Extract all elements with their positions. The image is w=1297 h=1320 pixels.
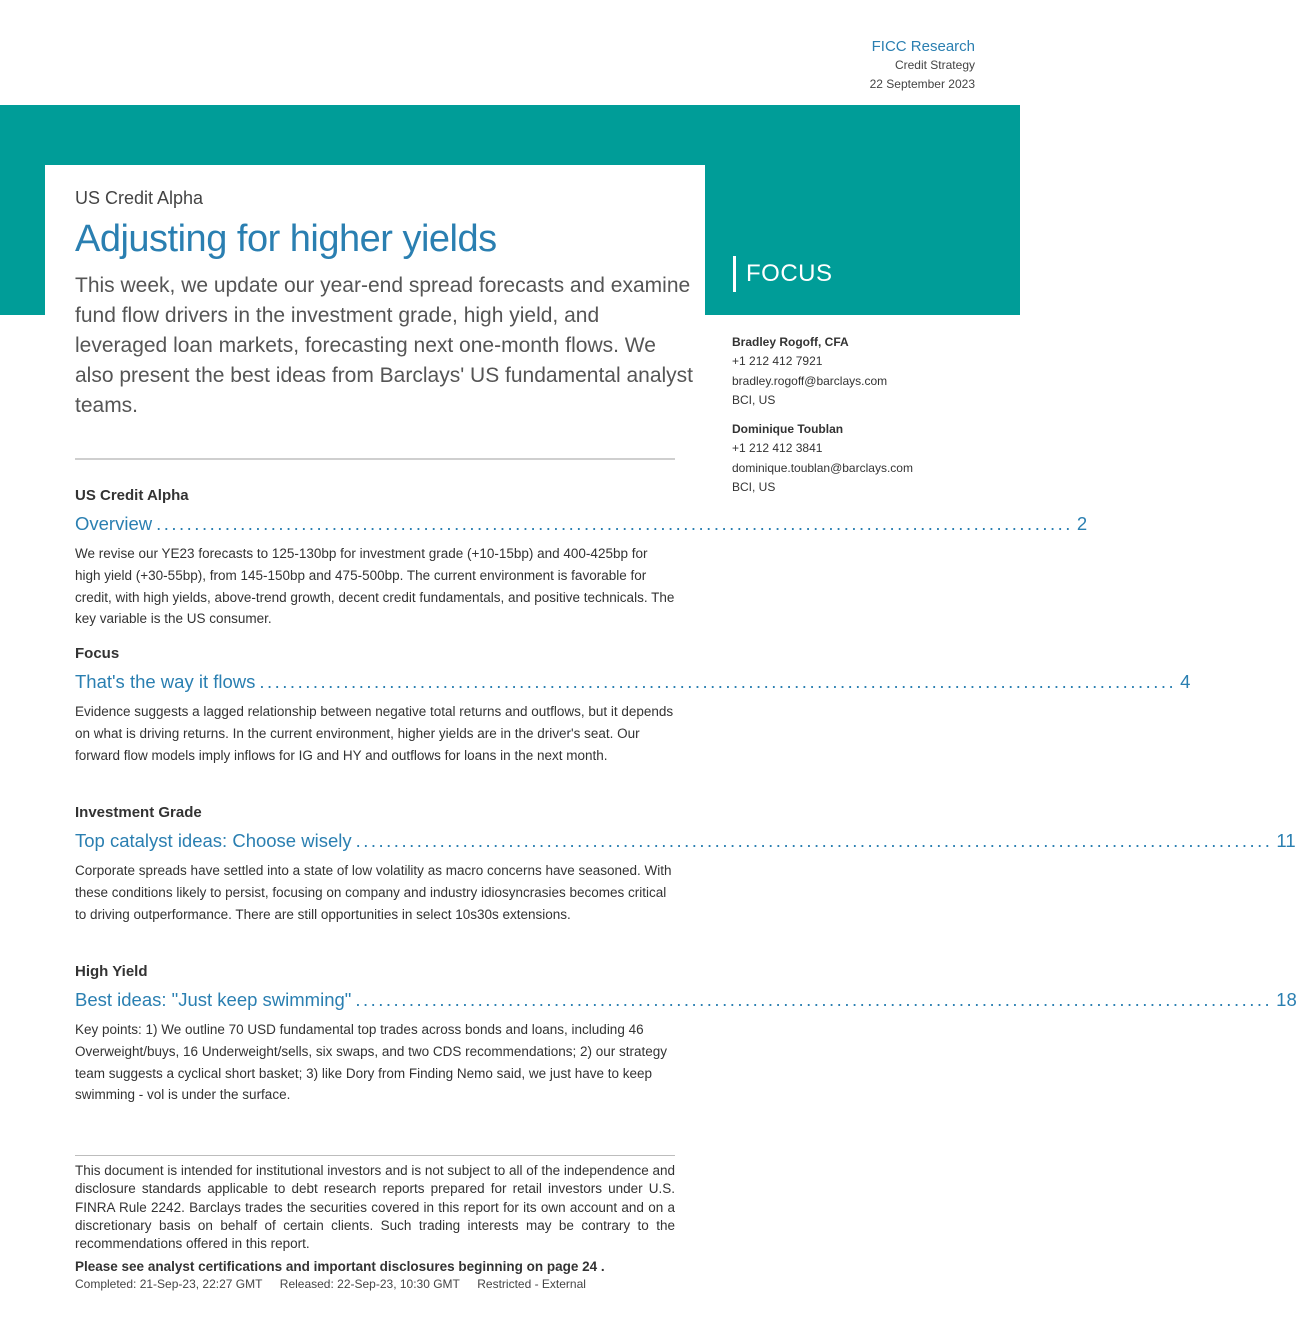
author-name: Dominique Toublan — [732, 422, 844, 437]
toc-leader: ........................................................................................................................ — [355, 989, 1273, 1010]
toc-link[interactable] — [75, 828, 1296, 854]
authors-block — [732, 333, 913, 497]
focus-badge: FOCUS — [733, 256, 833, 292]
section-summary: We revise our YE23 forecasts to 125-130bp for investment grade (+10-15bp) and 400-425bp for high yield (+30-55bp), from 145-150bp and 475-500bp. The current environment is favorable for credit, with high yields, above-trend growth, decent credit fundamentals, and positive technicals. The key variable is the US consumer. — [75, 546, 675, 627]
report-header — [870, 38, 975, 94]
section-label: High Yield — [75, 963, 148, 980]
toc-link[interactable] — [75, 987, 1297, 1013]
author-phone: +1 212 412 3841 — [732, 441, 823, 456]
department-label: FICC Research — [871, 38, 975, 55]
report-title: Adjusting for higher yields — [75, 218, 497, 260]
contents-entry — [75, 962, 1297, 1106]
toc-page-number[interactable]: 2 — [1076, 513, 1088, 534]
toc-page-number[interactable]: 18 — [1276, 989, 1297, 1010]
section-summary: Evidence suggests a lagged relationship between negative total returns and outflows, but it depends on what is driving returns. In the current environment, higher yields are in the driver's seat. Our forward flow models imply inflows for IG and HY and outflows for loans in the next month. — [75, 704, 674, 763]
report-date: 22 September 2023 — [869, 77, 975, 91]
author-email[interactable]: dominique.toublan@barclays.com — [732, 460, 913, 475]
contents-entry — [75, 803, 1296, 925]
contents-entry — [75, 644, 1191, 766]
toc-link[interactable] — [75, 669, 1191, 695]
author-entity: BCI, US — [732, 392, 776, 407]
toc-heading[interactable]: Overview — [75, 513, 153, 534]
author-phone: +1 212 412 7921 — [732, 354, 823, 369]
author-email[interactable]: bradley.rogoff@barclays.com — [732, 373, 888, 388]
toc-page-number[interactable]: 4 — [1180, 671, 1191, 692]
publication-meta — [75, 1277, 600, 1291]
toc-leader: ........................................................................................................................ — [156, 513, 1073, 534]
intro-divider — [75, 458, 675, 460]
toc-heading[interactable]: Top catalyst ideas: Choose wisely — [75, 830, 352, 851]
section-summary: Key points: 1) We outline 70 USD fundamental top trades across bonds and loans, including 46 Overweight/buys, 16 Underweight/sells, six swaps, and two CDS recommendations; 2) our strategy team suggests a cyclical short basket; 3) like Dory from Finding Nemo said, we just have to keep swimming - vol is under the surface. — [75, 1022, 668, 1103]
section-summary: Corporate spreads have settled into a state of low volatility as macro concerns have seasoned. With these conditions likely to persist, focusing on company and industry idiosyncrasies becomes critical to driving outperformance. There are still opportunities in select 10s30s extensions. — [75, 863, 672, 922]
toc-leader: ........................................................................................................................ — [355, 830, 1273, 851]
toc-link[interactable] — [75, 511, 1088, 537]
report-intro: This week, we update our year-end spread forecasts and examine fund flow drivers in the investment grade, high yield, and leveraged loan markets, forecasting next one-month flows. We also present the best ideas from Barclays' US fundamental analyst teams. — [75, 274, 693, 417]
completed-timestamp: Completed: 21-Sep-23, 22:27 GMT — [75, 1277, 263, 1291]
toc-heading[interactable]: Best ideas: "Just keep swimming" — [75, 989, 352, 1010]
section-label: Focus — [75, 645, 120, 662]
disclosures-notice: Please see analyst certifications and important disclosures beginning on page 24 . — [75, 1259, 605, 1274]
disclaimer-text: This document is intended for institutional investors and is not subject to all of the independence and disclosure standards applicable to debt research reports prepared for retail investors under U.S. FINRA Rule 2242. Barclays trades the securities covered in this report for its own account and on a discretionary basis on behalf of certain clients. Such trading interests may be contrary to the recommendations offered in this report. — [75, 1163, 675, 1252]
report-series: US Credit Alpha — [75, 188, 204, 208]
footer-divider — [75, 1155, 675, 1156]
released-timestamp: Released: 22-Sep-23, 10:30 GMT — [279, 1277, 460, 1291]
author-entity: BCI, US — [732, 480, 776, 495]
toc-leader: ........................................................................................................................ — [259, 671, 1177, 692]
classification-label: Restricted - External — [477, 1277, 586, 1291]
section-label: Investment Grade — [75, 804, 202, 821]
toc-page-number[interactable]: 11 — [1276, 830, 1296, 851]
team-label: Credit Strategy — [894, 58, 975, 72]
toc-heading[interactable]: That's the way it flows — [75, 671, 256, 692]
author-name: Bradley Rogoff, CFA — [732, 335, 849, 349]
section-label: US Credit Alpha — [75, 487, 189, 504]
